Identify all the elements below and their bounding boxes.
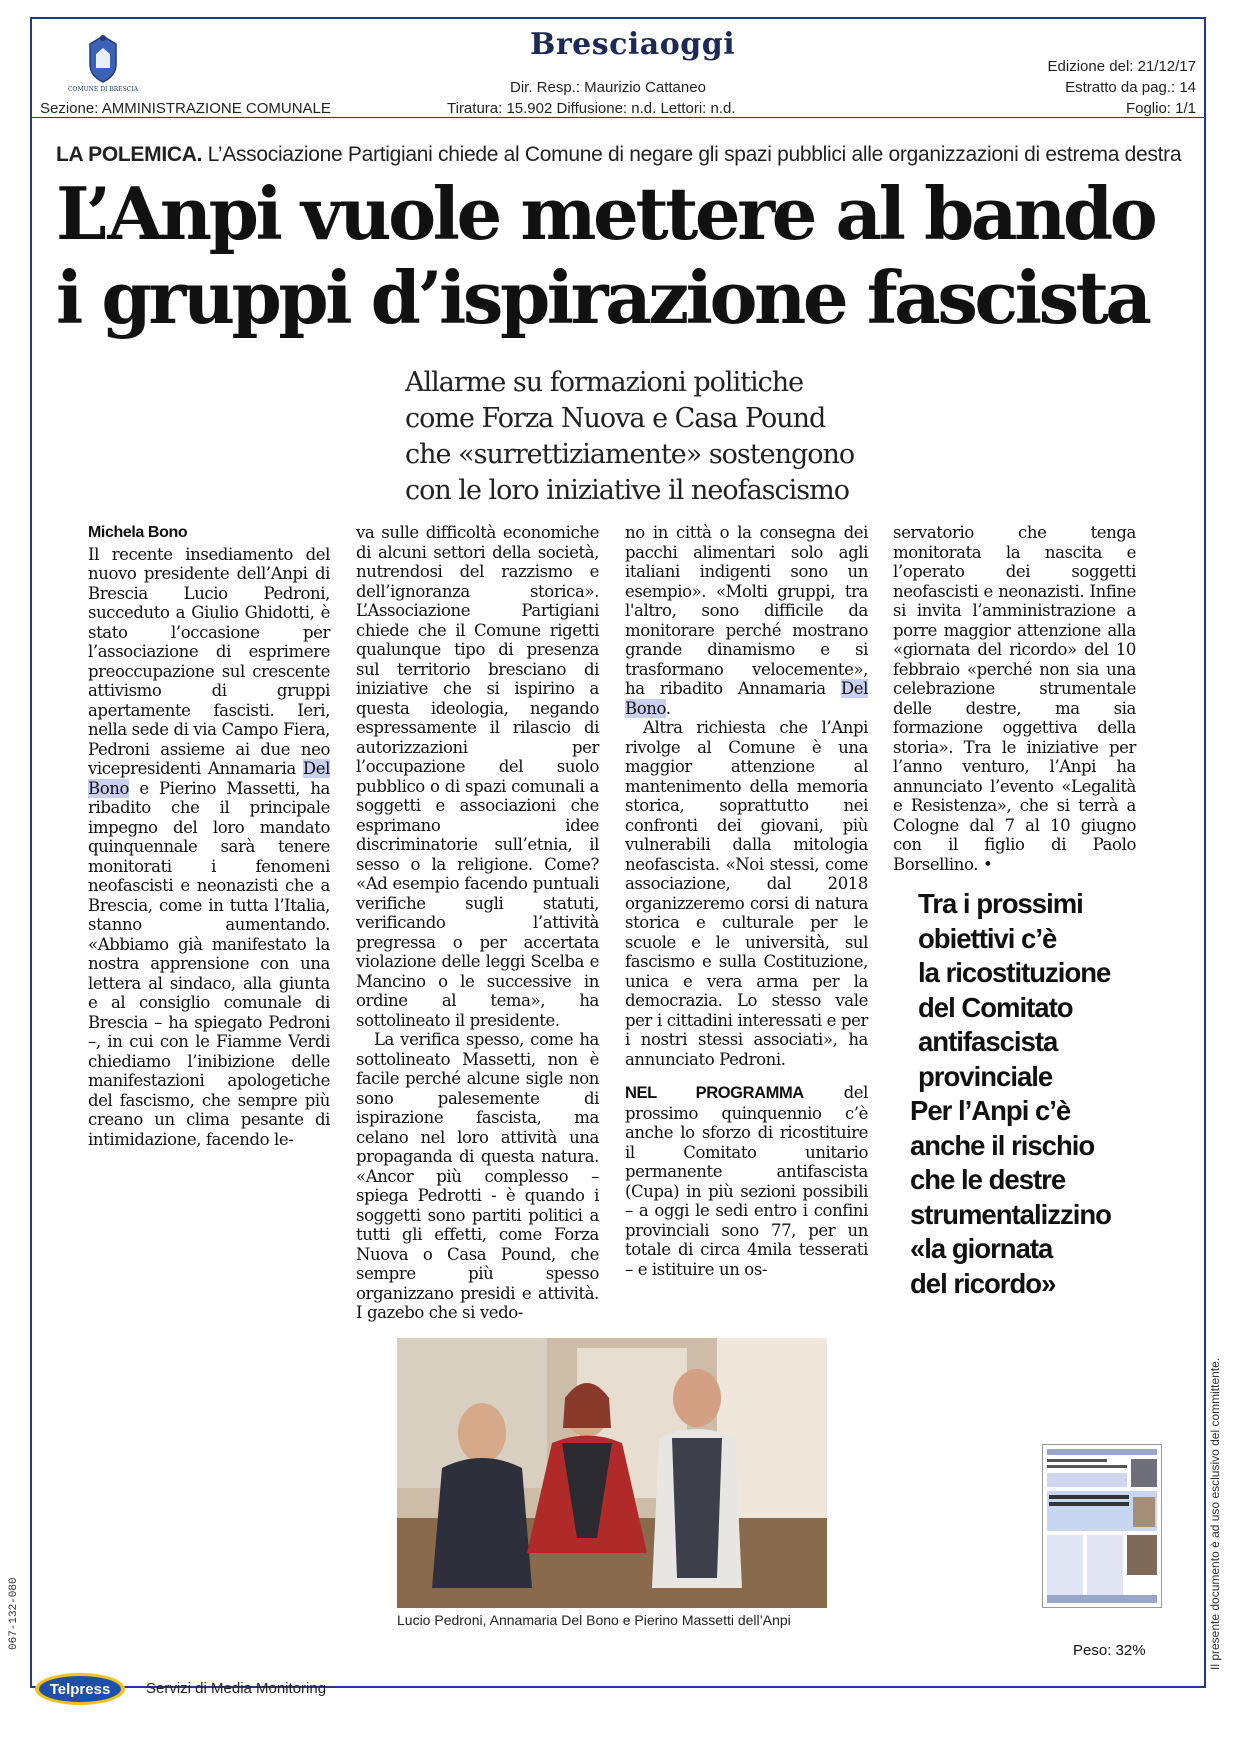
- article-column-2: [356, 523, 599, 1323]
- column-2-paragraph: La verifica spesso, come ha sottolineato Massetti, non è facile perché alcune sigle non sono palesemente di ispirazione fascista, ma celano nel loro attività una propaganda di questa natura. «Ancor più complesso – spiega Pedrotti - è quando i soggetti sono partiti politici a tutti gli effetti, come Forza Nuova o Casa Pound, che sempre più spesso organizzano presidi e attività. I gazebo che si vedo-: [356, 1030, 599, 1322]
- pull-quote-line: del ricordo»: [910, 1267, 1056, 1299]
- section: Sezione: AMMINISTRAZIONE COMUNALE: [40, 100, 331, 117]
- kicker-label: LA POLEMICA.: [56, 143, 203, 166]
- column-2-text: va sulle difficoltà economiche di alcuni settori della società, nutrendosi del razzismo e dell’ignoranza storica». L’Associazione Partigiani chiede che il Comune rigetti qualunque tipo di presenza sul territorio bresciano di iniziative che si ispirino a questa ideologia, negando espressamente il rilascio di autorizzazioni per l’occupazione del suolo pubblico o di spazi comunali a soggetti e associazioni che esprimano idee discriminatorie sull’etnia, il sesso o la religione. Come? «Ad esempio facendo puntuali verifiche sugli statuti, verificando l’attività pregressa o per accertata violazione delle leggi Scelba e Mancino o le successive in ordine al tema», ha sottolineato il presidente.: [356, 523, 599, 1030]
- headline-line-2: i gruppi d’ispirazione fascista: [56, 255, 1149, 340]
- pull-quote-line: obiettivi c’è: [918, 922, 1057, 954]
- article-column-1: [88, 523, 330, 1149]
- column-3-section: NEL PROGRAMMA del prossimo quinquennio c’è anche lo sforzo di ricostituire il Comitato unitario permanente antifascista (Cupa) in più sezioni possibili – a oggi le sedi entro i confini provinciali sono 77, per un totale di circa 4mila tesserati – e istituire un os-: [625, 1083, 868, 1279]
- article-column-4: [893, 523, 1136, 874]
- pull-quote-line: che le destre: [910, 1164, 1066, 1195]
- comune-di-brescia-logo: [58, 32, 148, 94]
- sheet-number: Foglio: 1/1: [1125, 100, 1196, 117]
- pull-quote-line: Tra i prossimi: [918, 888, 1083, 919]
- column-3-paragraph: Altra richiesta che l’Anpi rivolge al Comune è una maggior attenzione al mantenimento della memoria storica, soprattutto nei confronti dei giovani, più vulnerabili dalla mitologia neofascista. «Noi stessi, come associazione, dal 2018 organizzeremo corsi di natura storica e culturale per le scuole e le università, sul fascismo e sulla Costituzione, unica e vera arma per la democrazia. Lo stesso vale per i cittadini interessati e per i nostri stessi associati», ha annunciato Pedroni.: [625, 718, 868, 1069]
- pull-quote-line: anche il rischio: [910, 1129, 1095, 1161]
- highlighted-name: Del Bono: [88, 759, 330, 798]
- column-4-text: servatorio che tenga monitorata la nascita e l’operato dei soggetti neofascisti e neonazisti. Infine si invita l’amministrazione a porre maggior attenzione alla «giornata del ricordo» del 10 febbraio «perché non sia una celebrazione strumentale delle destre, ma sia formazione oggettiva della storia». Tra le iniziative per l’anno venturo, l’Anpi ha annunciato l’evento «Legalità e Resistenza», che si terrà a Cologne dal 7 al 10 giugno con il figlio di Paolo Borsellino. •: [893, 523, 1136, 874]
- byline: Michela Bono: [88, 524, 188, 541]
- pull-quote-line: la ricostituzione: [918, 957, 1111, 988]
- director: Dir. Resp.: Maurizio Cattaneo: [510, 79, 706, 96]
- pull-quote-line: del Comitato: [918, 991, 1073, 1023]
- subtitle-line: con le loro iniziative il neofascismo: [405, 475, 849, 506]
- svg-text:Telpress: Telpress: [49, 1681, 111, 1698]
- pull-quote-line: antifascista: [918, 1026, 1058, 1057]
- masthead: Bresciaoggi: [530, 27, 736, 62]
- subtitle: [405, 365, 925, 509]
- pull-quote-line: provinciale: [918, 1060, 1053, 1092]
- circulation: Tiratura: 15.902 Diffusione: n.d. Lettori: n.d.: [447, 100, 736, 117]
- telpress-logo: [32, 1668, 128, 1708]
- subtitle-line: come Forza Nuova e Casa Pound: [405, 403, 826, 434]
- article-column-3: [625, 523, 868, 1279]
- headline: [56, 172, 1196, 340]
- svg-text:COMUNE DI BRESCIA: COMUNE DI BRESCIA: [67, 86, 139, 93]
- headline-line-1: L’Anpi vuole mettere al bando: [56, 171, 1155, 256]
- header-rule: [32, 117, 1204, 118]
- pull-quote-line: Per l’Anpi c’è: [910, 1095, 1071, 1126]
- subtitle-line: che «surrettiziamente» sostengono: [405, 439, 855, 470]
- kicker-text: L’Associazione Partigiani chiede al Comune di negare gli spazi pubblici alle organizzazioni di estrema destra: [207, 143, 1182, 166]
- column-1-text: Il recente insediamento del nuovo presidente dell’Anpi di Brescia Lucio Pedroni, succeduto a Giulio Ghidotti, è stato l’occasione per l’associazione di esprimere preoccupazione sul crescente attivismo di gruppi apertamente fascisti. Ieri, nella sede di via Campo Fiera, Pedroni assieme ai due neo vicepresidenti Annamaria Del Bono e Pierino Massetti, ha ribadito che il principale impegno del loro mandato quinquennale sarà tenere monitorati i fenomeni neofascisti e neonazisti che a Brescia, come in tutta l’Italia, stanno aumentando. «Abbiamo già manifestato la nostra apprensione con una lettera al sindaco, alla giunta e al consiglio comunale di Brescia – ha spiegato Pedroni –, in cui con le Fiamme Verdi chiediamo l’inibizione delle manifestazioni apologetiche del fascismo, che sempre più creano un clima pesante di intimidazione, facendo le-: [88, 544, 330, 1149]
- column-3-text: no in città o la consegna dei pacchi alimentari solo agli italiani indigenti sono un esempio». «Molti gruppi, tra l'altro, sono difficile da monitorare perché mostrano grande dinamismo e si trasformano velocemente», ha ribadito Annamaria Del Bono.: [625, 523, 868, 718]
- weight-percentage: Peso: 32%: [1073, 1642, 1146, 1659]
- article-photo: [397, 1338, 827, 1608]
- pull-quote: [910, 887, 1160, 1301]
- edition-date: Edizione del: 21/12/17: [1047, 58, 1196, 75]
- media-monitoring-label: Servizi di Media Monitoring: [146, 1680, 327, 1697]
- pull-quote-line: strumentalizzino: [910, 1198, 1111, 1230]
- highlighted-name: Del Bono: [625, 679, 868, 718]
- excerpt-page: Estratto da pag.: 14: [1065, 79, 1196, 96]
- photo-caption: Lucio Pedroni, Annamaria Del Bono e Pierino Massetti dell’Anpi: [397, 1612, 791, 1628]
- page-thumbnail: [1042, 1444, 1162, 1608]
- kicker: [56, 143, 1181, 167]
- pull-quote-line: «la giornata: [910, 1233, 1053, 1264]
- subtitle-line: Allarme su formazioni politiche: [405, 367, 804, 398]
